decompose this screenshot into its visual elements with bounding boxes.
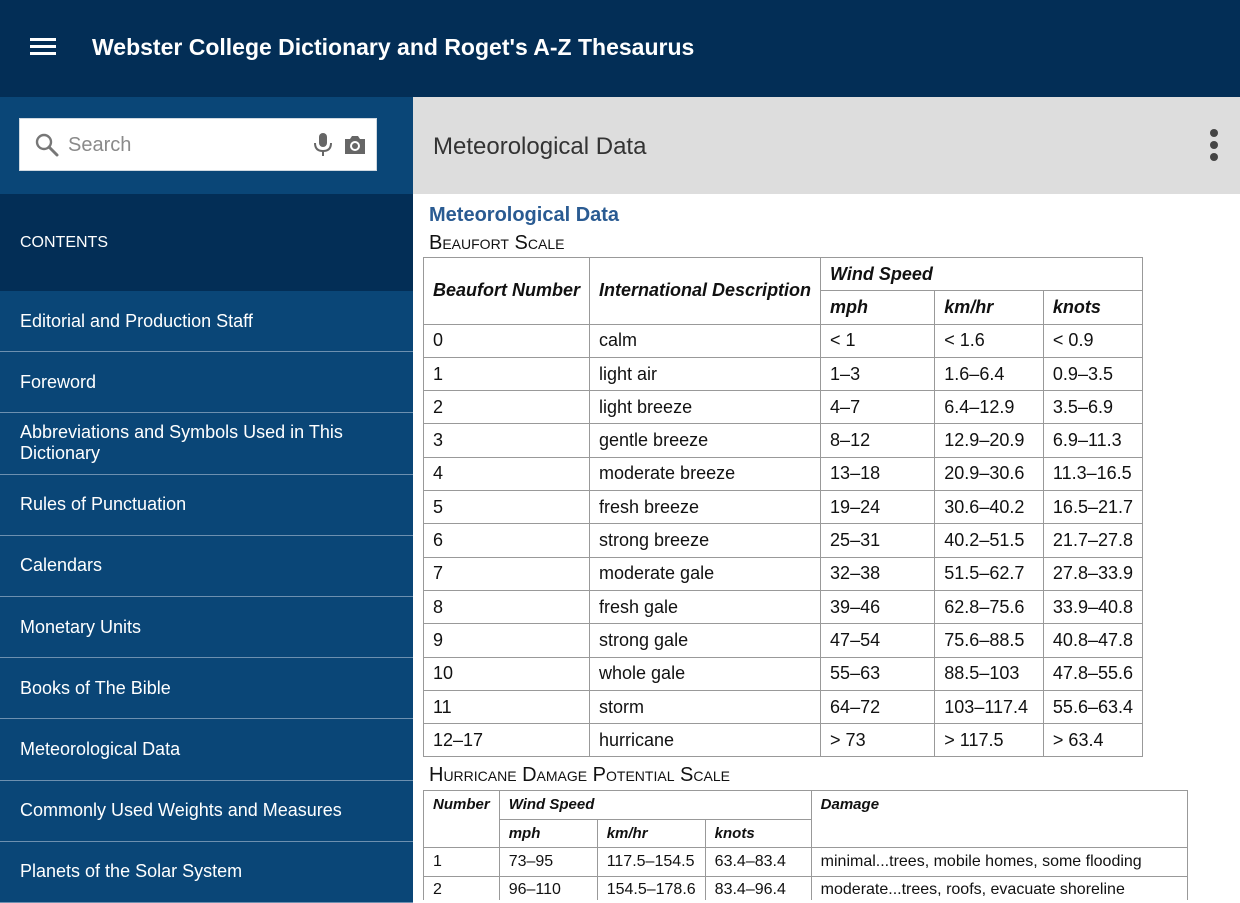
table-cell: 2	[424, 391, 590, 424]
table-cell: 63.4–83.4	[705, 848, 811, 877]
header-mph: mph	[821, 291, 935, 324]
header-wind-speed: Wind Speed	[821, 258, 1143, 291]
table-cell: 6	[424, 524, 590, 557]
table-cell: 40.2–51.5	[935, 524, 1044, 557]
table-cell: 2	[424, 876, 500, 900]
sidebar-item-calendars[interactable]: Calendars	[0, 536, 413, 597]
table-cell: strong gale	[590, 624, 821, 657]
table-cell: strong breeze	[590, 524, 821, 557]
table-cell: 55–63	[821, 657, 935, 690]
header-hurricane-number: Number	[424, 791, 500, 848]
table-cell: 32–38	[821, 557, 935, 590]
table-cell: 1	[424, 357, 590, 390]
table-cell: > 117.5	[935, 724, 1044, 757]
table-row	[424, 357, 1143, 390]
header-hurricane-mph: mph	[499, 819, 597, 848]
table-cell: moderate breeze	[590, 457, 821, 490]
table-cell: moderate...trees, roofs, evacuate shoreline	[811, 876, 1187, 900]
header-hurricane-knots: knots	[705, 819, 811, 848]
table-cell: 103–117.4	[935, 690, 1044, 723]
table-cell: whole gale	[590, 657, 821, 690]
table-cell: 1.6–6.4	[935, 357, 1044, 390]
search-icon	[34, 132, 60, 158]
table-cell: hurricane	[590, 724, 821, 757]
table-cell: 12.9–20.9	[935, 424, 1044, 457]
table-cell: 25–31	[821, 524, 935, 557]
table-cell: 6.4–12.9	[935, 391, 1044, 424]
table-cell: 10	[424, 657, 590, 690]
table-cell: 96–110	[499, 876, 597, 900]
table-cell: 55.6–63.4	[1043, 690, 1142, 723]
table-cell: 6.9–11.3	[1043, 424, 1142, 457]
hamburger-menu-icon[interactable]	[30, 38, 56, 60]
table-row	[424, 876, 1188, 900]
table-cell: fresh gale	[590, 590, 821, 623]
table-row	[424, 848, 1188, 877]
table-cell: 5	[424, 491, 590, 524]
table-cell: 88.5–103	[935, 657, 1044, 690]
table-cell: 73–95	[499, 848, 597, 877]
sidebar-item-books-bible[interactable]: Books of The Bible	[0, 658, 413, 719]
table-row	[424, 590, 1143, 623]
content-title: Meteorological Data	[433, 133, 647, 160]
table-cell: < 0.9	[1043, 324, 1142, 357]
table-row	[424, 724, 1143, 757]
table-row	[424, 391, 1143, 424]
table-cell: 1–3	[821, 357, 935, 390]
table-cell: 20.9–30.6	[935, 457, 1044, 490]
table-cell: 0	[424, 324, 590, 357]
table-cell: 8	[424, 590, 590, 623]
sidebar-item-weights-measures[interactable]: Commonly Used Weights and Measures	[0, 781, 413, 842]
section-heading: Meteorological Data	[429, 204, 620, 226]
sidebar-item-abbreviations[interactable]: Abbreviations and Symbols Used in This Dictionary	[0, 413, 413, 474]
table-cell: 117.5–154.5	[597, 848, 705, 877]
table-cell: 75.6–88.5	[935, 624, 1044, 657]
sidebar-item-editorial-staff[interactable]: Editorial and Production Staff	[0, 291, 413, 352]
table-cell: 11.3–16.5	[1043, 457, 1142, 490]
table-row	[424, 491, 1143, 524]
table-cell: > 63.4	[1043, 724, 1142, 757]
table-cell: 1	[424, 848, 500, 877]
table-cell: 0.9–3.5	[1043, 357, 1142, 390]
table-cell: fresh breeze	[590, 491, 821, 524]
table-cell: 13–18	[821, 457, 935, 490]
table-cell: 11	[424, 690, 590, 723]
table-cell: 83.4–96.4	[705, 876, 811, 900]
table-cell: 4–7	[821, 391, 935, 424]
table-cell: minimal...trees, mobile homes, some flooding	[811, 848, 1187, 877]
app-bar	[0, 0, 1240, 97]
sidebar-item-meteorological-data[interactable]: Meteorological Data	[0, 719, 413, 780]
header-description: International Description	[590, 258, 821, 325]
table-cell: 51.5–62.7	[935, 557, 1044, 590]
table-cell: 21.7–27.8	[1043, 524, 1142, 557]
table-row	[424, 624, 1143, 657]
camera-icon[interactable]	[342, 133, 368, 157]
content-toolbar	[413, 97, 1240, 194]
header-beaufort-number: Beaufort Number	[424, 258, 590, 325]
more-options-icon[interactable]	[1208, 129, 1220, 163]
table-cell: 8–12	[821, 424, 935, 457]
table-row	[424, 424, 1143, 457]
header-knots: knots	[1043, 291, 1142, 324]
sidebar-item-punctuation[interactable]: Rules of Punctuation	[0, 475, 413, 536]
table-cell: 7	[424, 557, 590, 590]
header-hurricane-wind-speed: Wind Speed	[499, 791, 811, 820]
table-cell: 40.8–47.8	[1043, 624, 1142, 657]
table-cell: light breeze	[590, 391, 821, 424]
table-cell: light air	[590, 357, 821, 390]
table-cell: 62.8–75.6	[935, 590, 1044, 623]
table-cell: 3	[424, 424, 590, 457]
table-cell: 16.5–21.7	[1043, 491, 1142, 524]
sidebar	[0, 97, 413, 900]
table-of-contents	[0, 291, 413, 903]
table-cell: 12–17	[424, 724, 590, 757]
table-cell: 47–54	[821, 624, 935, 657]
table-row	[424, 657, 1143, 690]
header-kmhr: km/hr	[935, 291, 1044, 324]
table-cell: calm	[590, 324, 821, 357]
beaufort-caption: Beaufort Scale	[429, 232, 565, 254]
table-cell: < 1	[821, 324, 935, 357]
header-damage: Damage	[811, 791, 1187, 848]
table-cell: 154.5–178.6	[597, 876, 705, 900]
table-cell: 19–24	[821, 491, 935, 524]
table-cell: 27.8–33.9	[1043, 557, 1142, 590]
search-input[interactable]	[68, 129, 308, 161]
table-cell: < 1.6	[935, 324, 1044, 357]
table-cell: 9	[424, 624, 590, 657]
table-cell: > 73	[821, 724, 935, 757]
table-cell: 33.9–40.8	[1043, 590, 1142, 623]
beaufort-table	[423, 257, 1143, 757]
sidebar-item-monetary-units[interactable]: Monetary Units	[0, 597, 413, 658]
search-box	[19, 118, 377, 171]
table-cell: moderate gale	[590, 557, 821, 590]
table-cell: 39–46	[821, 590, 935, 623]
table-row	[424, 457, 1143, 490]
sidebar-item-foreword[interactable]: Foreword	[0, 352, 413, 413]
header-hurricane-kmhr: km/hr	[597, 819, 705, 848]
table-cell: 30.6–40.2	[935, 491, 1044, 524]
table-cell: storm	[590, 690, 821, 723]
microphone-icon[interactable]	[312, 132, 334, 158]
table-row	[424, 690, 1143, 723]
table-cell: 64–72	[821, 690, 935, 723]
hurricane-caption: Hurricane Damage Potential Scale	[429, 764, 730, 786]
hurricane-table	[423, 790, 1188, 900]
table-cell: 47.8–55.6	[1043, 657, 1142, 690]
table-cell: gentle breeze	[590, 424, 821, 457]
table-row	[424, 557, 1143, 590]
content-pane	[413, 97, 1240, 900]
table-cell: 3.5–6.9	[1043, 391, 1142, 424]
search-area	[0, 97, 413, 194]
table-row	[424, 524, 1143, 557]
sidebar-item-planets[interactable]: Planets of the Solar System	[0, 842, 413, 903]
app-title: Webster College Dictionary and Roget's A-Z Thesaurus	[92, 34, 695, 60]
contents-header: CONTENTS	[0, 194, 413, 291]
table-cell: 4	[424, 457, 590, 490]
table-row	[424, 324, 1143, 357]
